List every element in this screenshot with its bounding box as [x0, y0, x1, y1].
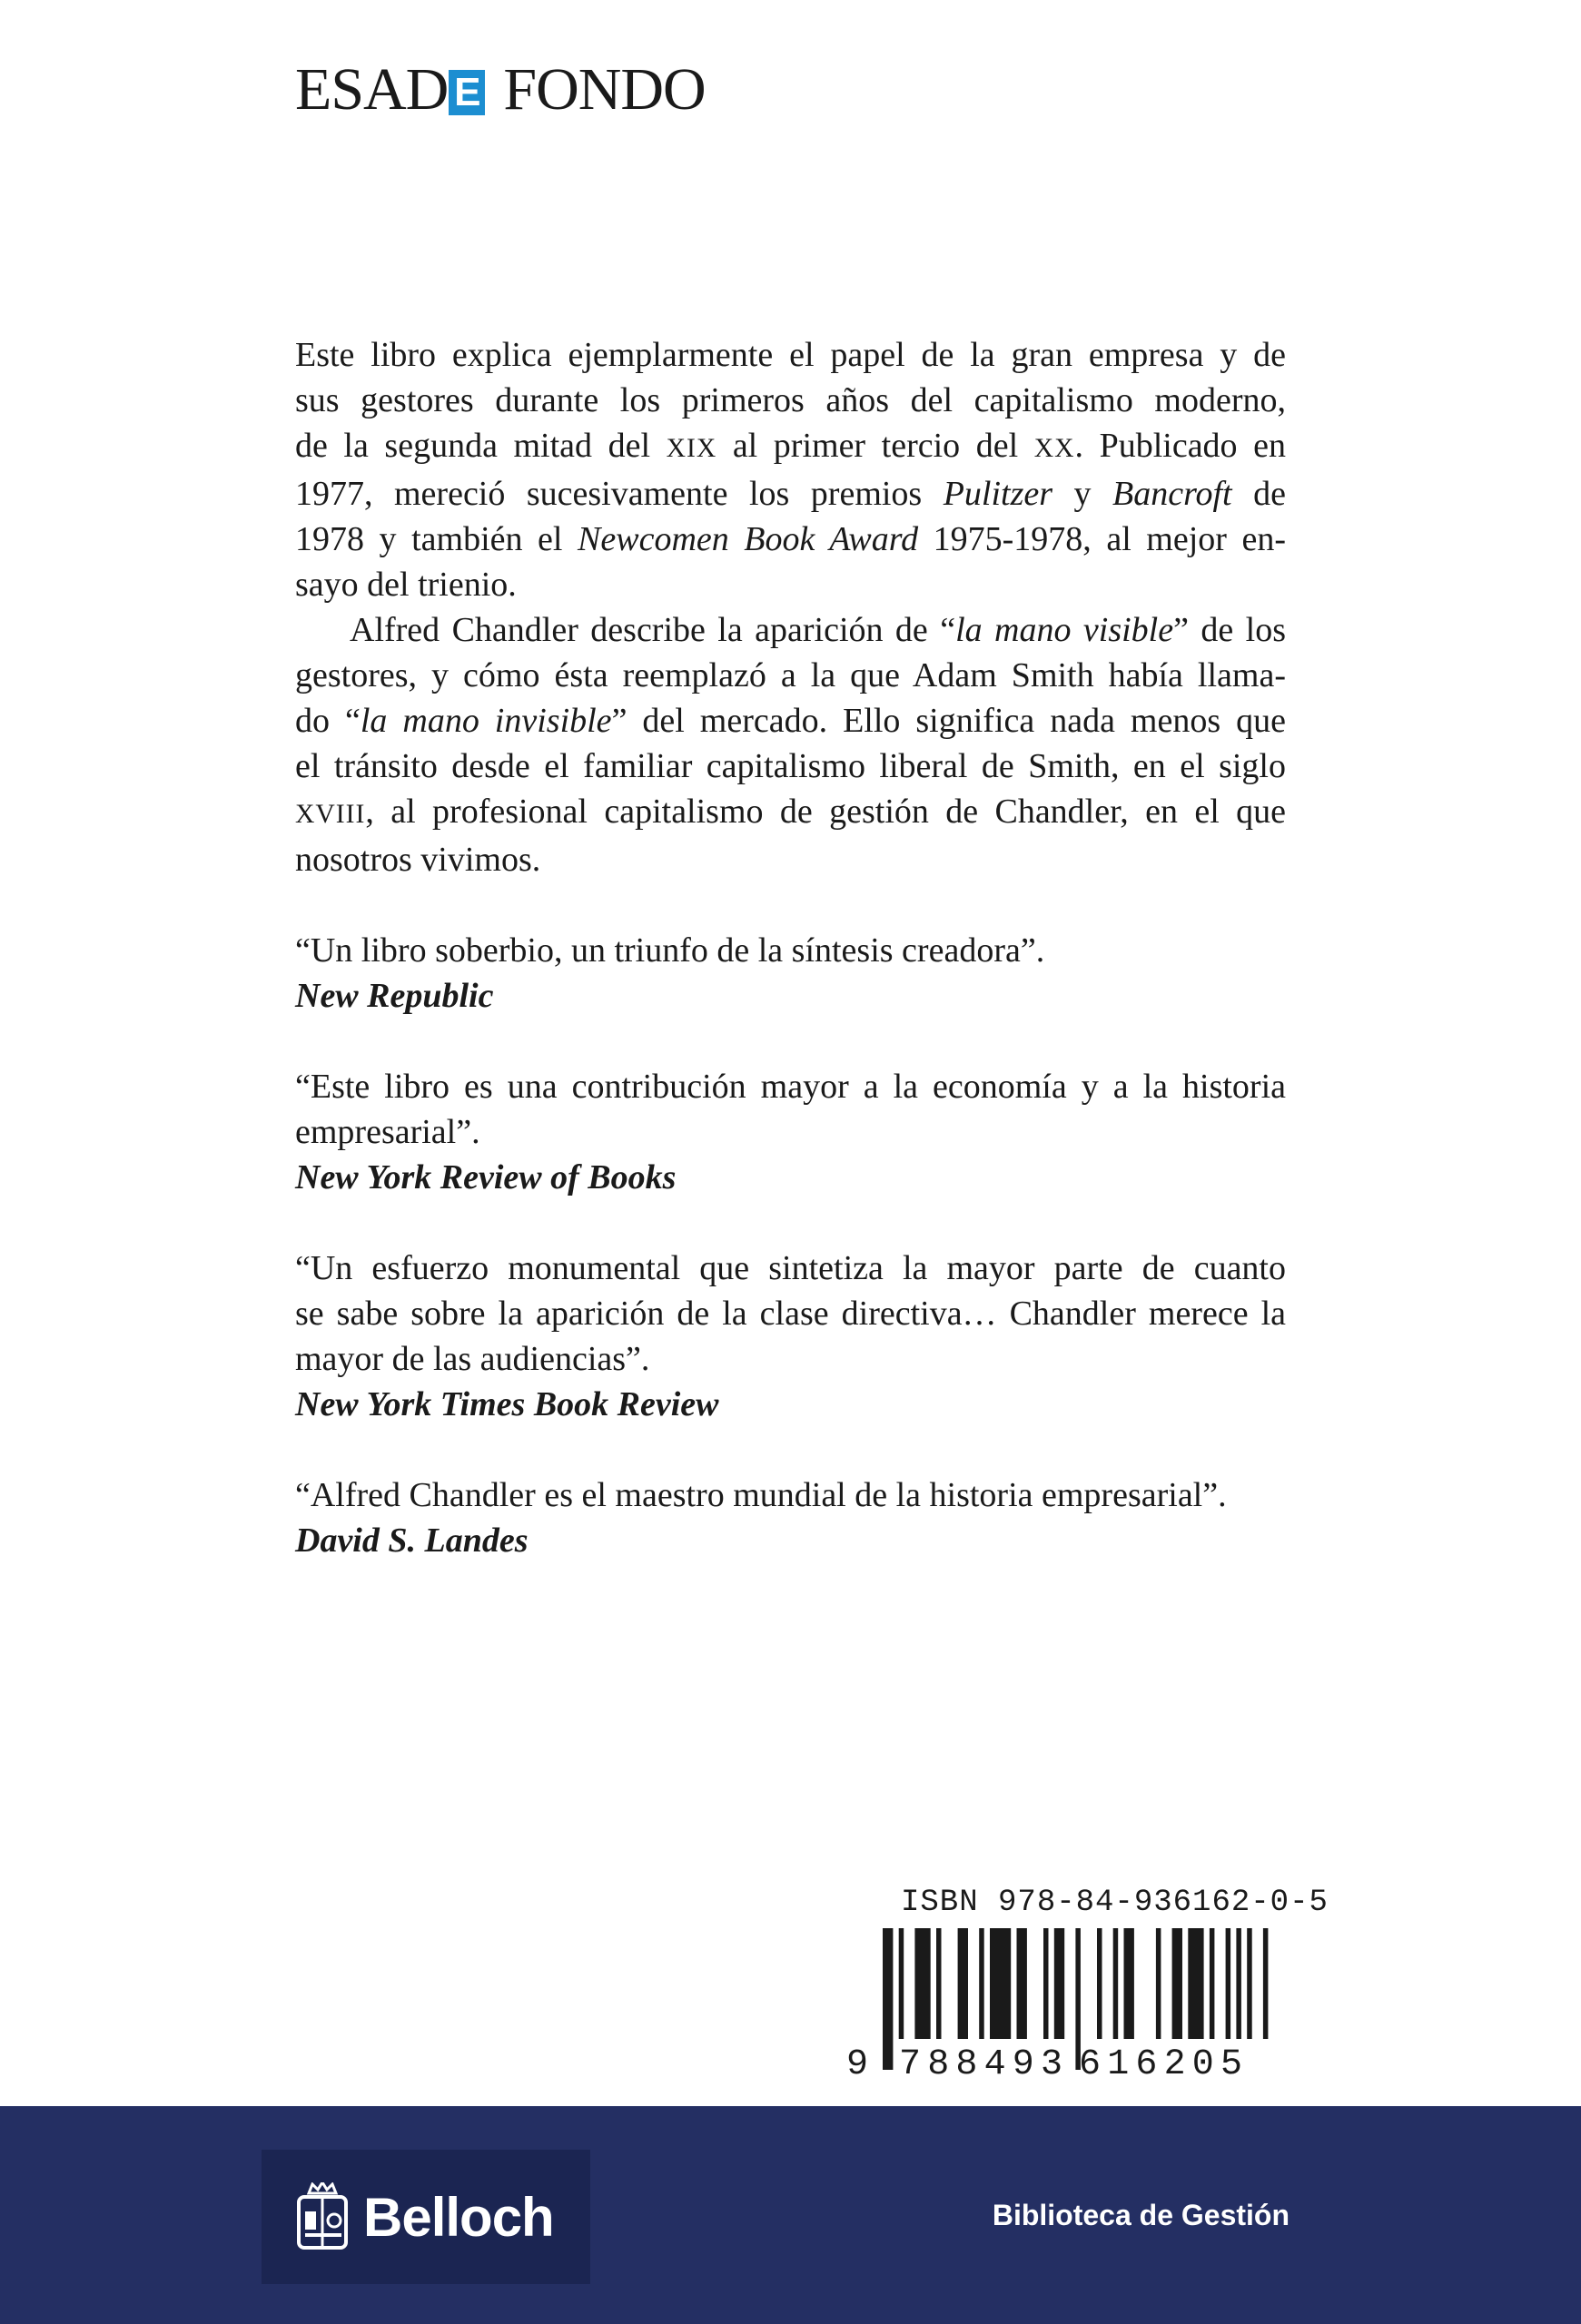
- text-line: nosotros vivimos.: [295, 841, 541, 879]
- review-quote: [295, 1246, 1286, 1427]
- text-line: sayo del trienio.: [295, 566, 517, 604]
- text-line: do “la mano invisible” del mercado. Ello significa nada menos que: [295, 702, 1286, 740]
- text-line: 1978 y también el Newcomen Book Award 1975-1978, al mejor en-: [295, 520, 1286, 558]
- text-line: 1977, mereció sucesivamente los premios Pulitzer y Bancroft de: [295, 475, 1286, 513]
- review-quote: [295, 928, 1286, 1019]
- barcode: [845, 1928, 1286, 2079]
- review-quote: [295, 1064, 1286, 1200]
- quote-source: New York Review of Books: [295, 1158, 677, 1196]
- isbn-label: ISBN 978-84-936162-0-5: [901, 1886, 1329, 1920]
- barcode-digits-right: 616205: [1079, 2044, 1242, 2079]
- esade-fondo-logo: [295, 56, 706, 123]
- crest-icon: [296, 2182, 349, 2251]
- collection-name: Biblioteca de Gestión: [992, 2199, 1290, 2231]
- quote-source: New York Times Book Review: [295, 1385, 719, 1423]
- logo-part-2: FONDO: [503, 56, 706, 123]
- text-line: gestores, y cómo ésta reemplazó a la que Adam Smith había llama-: [295, 656, 1286, 694]
- text-line: el tránsito desde el familiar capitalismo liberal de Smith, en el siglo: [295, 747, 1286, 785]
- quote-line: se sabe sobre la aparición de la clase directiva… Chandler merece la: [295, 1295, 1286, 1333]
- quote-line: “Alfred Chandler es el maestro mundial de la historia empresarial”.: [295, 1476, 1227, 1514]
- barcode-digits-left: 788493: [899, 2044, 1062, 2079]
- text-line: sus gestores durante los primeros años del capitalismo moderno,: [295, 381, 1286, 419]
- quote-line: “Un libro soberbio, un triunfo de la síntesis creadora”.: [295, 931, 1045, 970]
- quote-source: New Republic: [295, 977, 494, 1015]
- description-paragraph-1: [295, 332, 1286, 607]
- text-line: de la segunda mitad del XIX al primer tercio del XX. Publicado en: [295, 427, 1286, 465]
- quote-line: “Este libro es una contribución mayor a la economía y a la historia: [295, 1068, 1286, 1106]
- publisher-logo: [262, 2150, 590, 2284]
- barcode-graphic: [845, 1928, 1286, 2079]
- back-cover-text: [295, 332, 1286, 1563]
- review-quote: [295, 1472, 1286, 1563]
- text-line: Alfred Chandler describe la aparición de “la mano visible” de los: [350, 611, 1287, 649]
- quote-line: mayor de las audiencias”.: [295, 1340, 650, 1378]
- quote-source: David S. Landes: [295, 1521, 529, 1560]
- description-paragraph-2: [295, 607, 1286, 882]
- footer-band: [0, 2106, 1581, 2324]
- logo-accent-letter: E: [449, 70, 485, 115]
- barcode-lead-digit: 9: [846, 2044, 869, 2079]
- quote-line: “Un esfuerzo monumental que sintetiza la mayor parte de cuanto: [295, 1249, 1286, 1287]
- quote-line: empresarial”.: [295, 1113, 480, 1151]
- logo-part-1: ESAD: [295, 56, 449, 123]
- text-line: XVIII, al profesional capitalismo de gestión de Chandler, en el que: [295, 793, 1286, 831]
- text-line: Este libro explica ejemplarmente el papel de la gran empresa y de: [295, 336, 1286, 374]
- publisher-name: Belloch: [363, 2187, 554, 2248]
